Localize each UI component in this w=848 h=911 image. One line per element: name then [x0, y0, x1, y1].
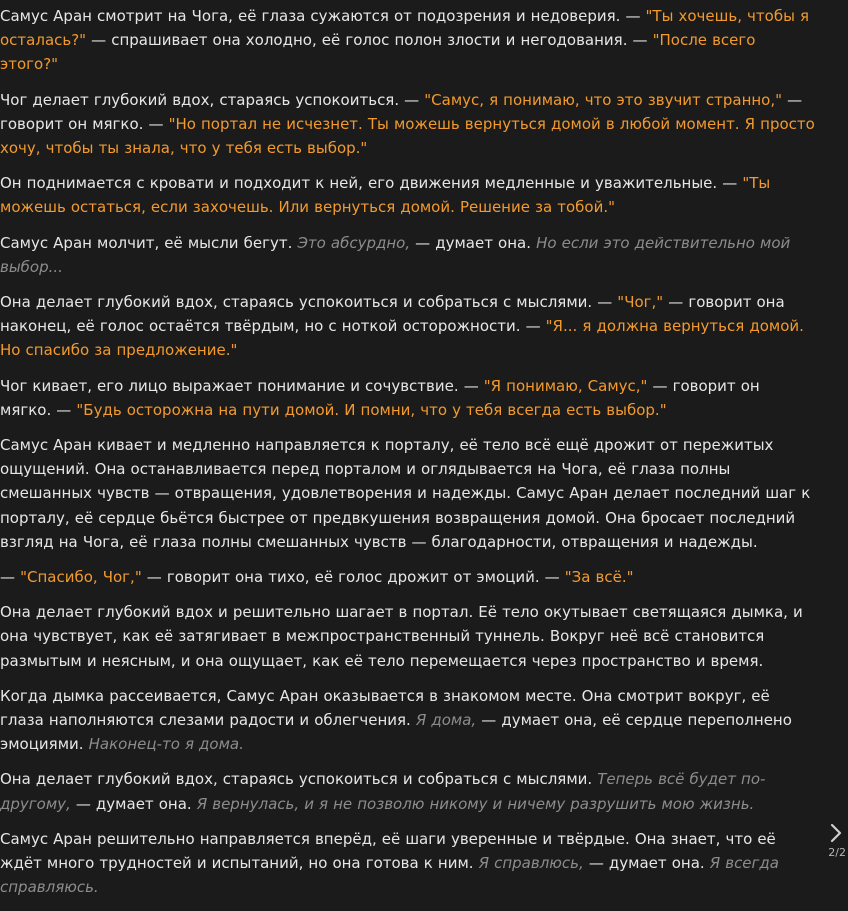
message-paragraph — [0, 565, 816, 589]
chevron-right-icon — [829, 823, 843, 843]
dialogue-quote: "Будь осторожна на пути домой. И помни, что у тебя всегда есть выбор." — [76, 400, 667, 419]
dialogue-quote: "За всё." — [564, 568, 634, 587]
message-paragraph — [0, 684, 816, 757]
narration-text: Самус Аран кивает и медленно направляется к порталу, её тело всё ещё дрожит от пережитых ощущений. Она останавливается перед порталом и оглядывается на Чога, её глаза полны смешанных чувств — отвращения, удовлетворения и надежды. Самус Аран делает последний шаг к порталу, её сердце бьётся быстрее от предвкушения возвращения домой. Она бросает последний взгляд на Чога, её глаза полны смешанных чувств — благодарности, отвращения и надежды. — [0, 436, 811, 551]
narration-text: Когда дымка рассеивается, Самус Аран оказывается в знакомом месте. Она смотрит вокруг, её глаза наполняются слезами радости и облегчения. — [0, 686, 770, 730]
dialogue-quote: "Спасибо, Чог," — [20, 568, 142, 587]
message-paragraph — [0, 827, 816, 900]
message-paragraph — [0, 374, 816, 422]
narration-text: Самус Аран смотрит на Чога, её глаза сужаются от подозрения и недоверия. — — [0, 7, 646, 25]
dialogue-quote: "Ты можешь остаться, если захочешь. Или вернуться домой. Решение за тобой." — [0, 174, 771, 217]
thought-text: Я справлюсь, — [478, 854, 584, 873]
narration-text: — думает она, её сердце переполнено эмоциями. — [0, 711, 792, 754]
thought-text: Я дома, — [415, 711, 477, 730]
narration-text: — думает она. — [583, 854, 710, 873]
dialogue-quote: "Ты хочешь, чтобы я осталась?" — [0, 7, 810, 50]
thought-text: Я вернулась, и я не позволю никому и ничему разрушить мою жизнь. — [196, 794, 755, 813]
message-paragraph — [0, 767, 816, 815]
narration-text: Она делает глубокий вдох и решительно шагает в портал. Её тело окутывает светящаяся дымка, и она чувствует, как её затягивает в межпространственный туннель. Вокруг неё всё становится размытым и неясным, и она ощущает, как её тело перемещается через пространство и время. — [0, 603, 803, 670]
narration-text: — говорит он мягко. — — [0, 90, 803, 133]
narration-text: — — [0, 568, 21, 587]
message-paragraph — [0, 433, 816, 554]
narration-text: — спрашивает она холодно, её голос полон злости и негодования. — — [86, 31, 653, 50]
thought-text: Теперь всё будет по-другому, — [0, 770, 766, 813]
thought-text: Это абсурдно, — [297, 233, 411, 252]
narration-text: — думает она. — [410, 233, 537, 252]
dialogue-quote: "Я... я должна вернуться домой. Но спасибо за предложение." — [0, 317, 804, 360]
narration-text: Чог делает глубокий вдох, стараясь успокоиться. — — [0, 90, 425, 109]
message-paragraph — [0, 231, 816, 279]
thought-text: Я всегда справляюсь. — [0, 854, 779, 897]
dialogue-quote: "После всего этого?" — [0, 31, 756, 74]
message-text — [0, 4, 816, 911]
narration-text: Самус Аран молчит, её мысли бегут. — [0, 233, 298, 252]
narration-text: Самус Аран решительно направляется вперёд, её шаги уверенные и твёрдые. Она знает, что её ждёт много трудностей и испытаний, но она готова к ним. — [0, 829, 776, 873]
dialogue-quote: "Чог," — [617, 293, 664, 312]
message-paragraph — [0, 290, 816, 363]
narration-text: Он поднимается с кровати и подходит к ней, его движения медленные и уважительные. — — [0, 174, 743, 193]
narration-text: Она делает глубокий вдох, стараясь успокоиться и собраться с мыслями. — [0, 770, 598, 789]
narration-text: — говорит он мягко. — — [0, 376, 760, 419]
dialogue-quote: "Самус, я понимаю, что это звучит странно," — [424, 90, 783, 109]
narration-text: Она делает глубокий вдох, стараясь успокоиться и собраться с мыслями. — — [0, 293, 618, 312]
swipe-right-button[interactable] — [826, 821, 846, 845]
dialogue-quote: "Но портал не исчезнет. Ты можешь вернуться домой в любой момент. Я просто хочу, чтобы ты знала, что у тебя есть выбор." — [0, 114, 815, 158]
thought-text: Наконец-то я дома. — [88, 735, 244, 754]
narration-text: — думает она. — [70, 794, 197, 813]
message-paragraph — [0, 88, 816, 161]
narration-text: — говорит она наконец, её голос остаётся твёрдым, но с ноткой осторожности. — — [0, 293, 785, 336]
message-paragraph — [0, 4, 816, 77]
dialogue-quote: "Я понимаю, Самус," — [483, 376, 648, 395]
message-paragraph — [0, 600, 816, 673]
narration-text: — говорит она тихо, её голос дрожит от эмоций. — — [141, 568, 565, 587]
thought-text: Но если это действительно мой выбор... — [0, 233, 791, 276]
message-paragraph — [0, 171, 816, 219]
narration-text: Чог кивает, его лицо выражает понимание и сочувствие. — — [0, 376, 484, 395]
swipe-counter: 2/2 — [828, 846, 846, 859]
